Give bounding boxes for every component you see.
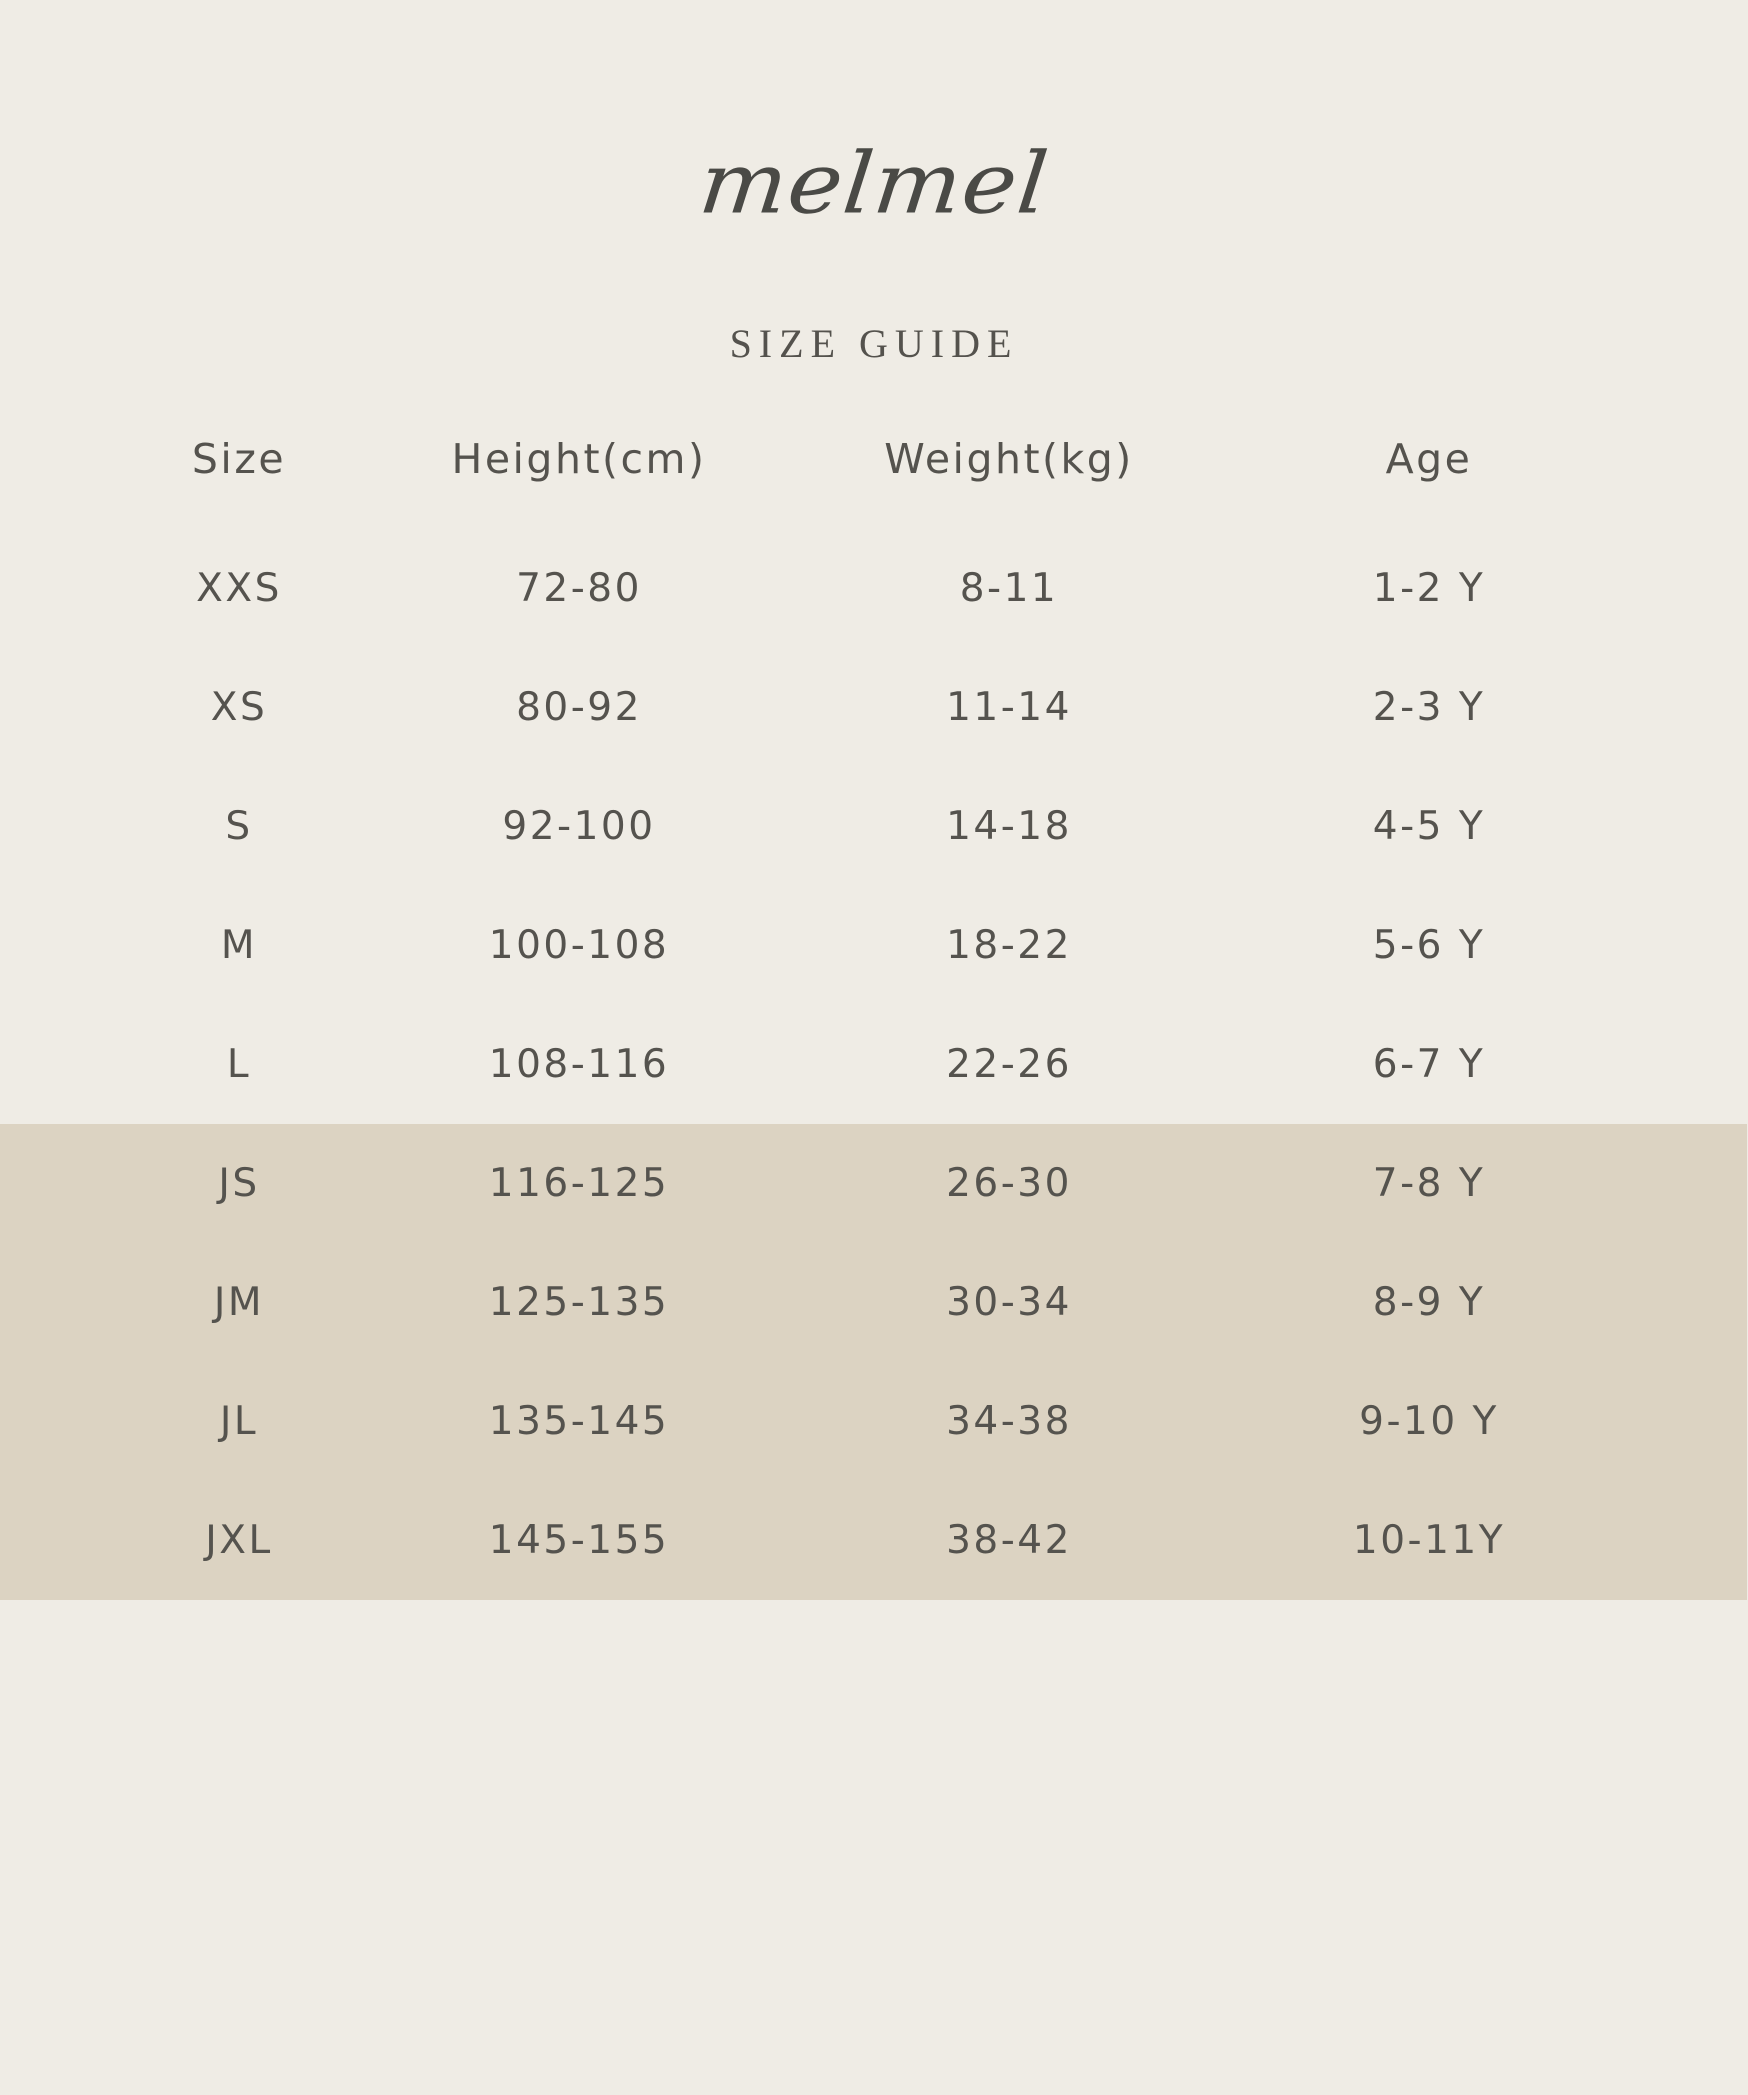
cell-weight: 18-22 — [946, 923, 1072, 968]
cell-size: XS — [210, 685, 268, 730]
cell-size: M — [220, 923, 258, 968]
column-header-age: Age — [1385, 435, 1473, 483]
cell-weight: 22-26 — [946, 1042, 1072, 1087]
cell-age: 1-2 Y — [1372, 566, 1486, 611]
cell-height: 108-116 — [488, 1042, 670, 1087]
table-row — [114, 1005, 1634, 1124]
cell-height: 116-125 — [364, 1124, 794, 1243]
cell-age: 9-10 Y — [1224, 1362, 1634, 1481]
page-title — [0, 320, 1748, 367]
column-header-height: Height(cm) — [451, 435, 707, 483]
table-row — [114, 767, 1634, 886]
cell-size: XXS — [196, 566, 282, 611]
cell-weight: 38-42 — [794, 1481, 1224, 1600]
cell-weight: 34-38 — [794, 1362, 1224, 1481]
table-header-row — [114, 435, 1634, 529]
cell-weight: 14-18 — [946, 804, 1072, 849]
cell-height: 145-155 — [364, 1481, 794, 1600]
cell-age: 5-6 Y — [1372, 923, 1486, 968]
cell-height: 135-145 — [364, 1362, 794, 1481]
cell-size: JL — [114, 1362, 364, 1481]
cell-age: 6-7 Y — [1372, 1042, 1486, 1087]
table-row — [114, 1481, 1634, 1600]
cell-height: 72-80 — [516, 566, 642, 611]
cell-age: 8-9 Y — [1224, 1243, 1634, 1362]
column-header-weight: Weight(kg) — [884, 435, 1134, 483]
brand-logo — [0, 134, 1748, 258]
table-row — [114, 1243, 1634, 1362]
cell-height: 125-135 — [364, 1243, 794, 1362]
cell-size: JS — [114, 1124, 364, 1243]
table-row — [114, 529, 1634, 648]
table-body — [114, 529, 1634, 1600]
cell-age: 10-11Y — [1224, 1481, 1634, 1600]
cell-weight: 30-34 — [794, 1243, 1224, 1362]
table-row — [114, 1124, 1634, 1243]
cell-size: JM — [114, 1243, 364, 1362]
cell-height: 80-92 — [516, 685, 642, 730]
cell-weight: 26-30 — [794, 1124, 1224, 1243]
cell-height: 100-108 — [488, 923, 670, 968]
brand-wordmark: melmel — [694, 134, 1054, 233]
cell-size: S — [225, 804, 253, 849]
cell-size: L — [226, 1042, 252, 1087]
cell-age: 2-3 Y — [1372, 685, 1486, 730]
cell-age: 7-8 Y — [1224, 1124, 1634, 1243]
cell-weight: 11-14 — [946, 685, 1072, 730]
size-table-container — [0, 435, 1748, 1600]
page-title-text: SIZE GUIDE — [729, 321, 1019, 366]
table-row — [114, 1362, 1634, 1481]
cell-weight: 8-11 — [959, 566, 1059, 611]
table-row — [114, 886, 1634, 1005]
cell-size: JXL — [114, 1481, 364, 1600]
size-guide-page — [0, 134, 1748, 2095]
size-table — [114, 435, 1634, 1600]
table-row — [114, 648, 1634, 767]
cell-height: 92-100 — [502, 804, 656, 849]
column-header-size: Size — [191, 435, 287, 483]
cell-age: 4-5 Y — [1372, 804, 1486, 849]
table-header — [114, 435, 1634, 529]
